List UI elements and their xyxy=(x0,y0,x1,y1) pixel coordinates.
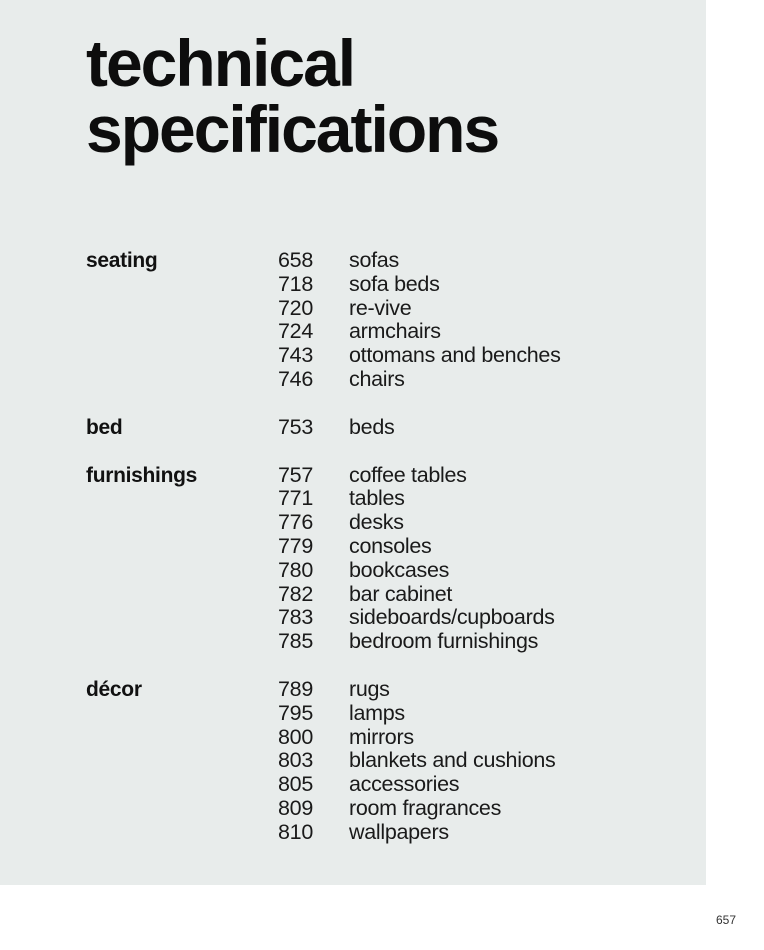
toc-entry-page: 782 xyxy=(278,581,313,606)
toc-entry-name: bar cabinet xyxy=(349,581,453,606)
toc-entry[interactable] xyxy=(278,535,555,559)
toc-section xyxy=(86,416,666,440)
toc-entry[interactable] xyxy=(278,821,555,845)
toc-entry[interactable] xyxy=(278,702,555,726)
toc-section xyxy=(86,464,666,654)
toc-entry-page: 757 xyxy=(278,462,313,487)
toc-entry-name: room fragrances xyxy=(349,795,502,820)
toc-entry[interactable] xyxy=(278,511,555,535)
toc-entry[interactable] xyxy=(278,630,555,654)
toc-entry[interactable] xyxy=(278,678,555,702)
toc-entry-page: 743 xyxy=(278,343,313,368)
toc-entry-page: 783 xyxy=(278,605,313,630)
toc-entry-name: bookcases xyxy=(349,557,450,582)
toc-entry-name: tables xyxy=(349,486,405,511)
toc-entry-name: rugs xyxy=(349,676,390,701)
toc-entry[interactable] xyxy=(278,368,561,392)
toc-entry-page: 771 xyxy=(278,486,313,511)
toc-entry-name: lamps xyxy=(349,700,405,725)
toc-category: furnishings xyxy=(86,463,198,487)
toc-entry-page: 718 xyxy=(278,271,313,296)
toc-entry-name: beds xyxy=(349,414,395,439)
toc-entry-page: 776 xyxy=(278,510,313,535)
toc-entry-name: sofa beds xyxy=(349,271,440,296)
toc-entry-page: 789 xyxy=(278,676,313,701)
page-title xyxy=(86,26,499,166)
page-number: 657 xyxy=(715,913,736,927)
toc-entry-name: ottomans and benches xyxy=(349,343,561,368)
toc-entry-name: wallpapers xyxy=(349,819,449,844)
toc-entry-name: re-vive xyxy=(349,295,412,320)
toc-entry-page: 800 xyxy=(278,724,313,749)
toc-entry[interactable] xyxy=(278,749,555,773)
table-of-contents xyxy=(86,249,666,869)
toc-entry[interactable] xyxy=(278,559,555,583)
toc-section xyxy=(86,249,666,392)
toc-entry[interactable] xyxy=(278,344,561,368)
toc-entry[interactable] xyxy=(278,464,555,488)
toc-entry-name: bedroom furnishings xyxy=(349,629,539,654)
toc-entry-page: 658 xyxy=(278,248,313,272)
toc-entry-page: 810 xyxy=(278,819,313,844)
toc-entry-name: armchairs xyxy=(349,319,441,344)
toc-entries xyxy=(278,416,394,440)
toc-entry-page: 753 xyxy=(278,414,313,439)
toc-entry[interactable] xyxy=(278,606,555,630)
toc-entry[interactable] xyxy=(278,773,555,797)
toc-entry-page: 780 xyxy=(278,557,313,582)
toc-category: seating xyxy=(86,249,158,272)
toc-entry-name: coffee tables xyxy=(349,462,467,487)
toc-section xyxy=(86,678,666,845)
toc-entry-name: sideboards/cupboards xyxy=(349,605,555,630)
page-title-line-1: technical xyxy=(86,26,355,100)
toc-category: bed xyxy=(86,415,123,439)
toc-entry[interactable] xyxy=(278,297,561,321)
toc-entry[interactable] xyxy=(278,320,561,344)
toc-entry-name: sofas xyxy=(349,248,399,272)
page-title-line-2: specifications xyxy=(86,92,499,166)
toc-entry-page: 746 xyxy=(278,366,313,391)
toc-entry-page: 805 xyxy=(278,772,313,797)
toc-entry-name: accessories xyxy=(349,772,460,797)
toc-entry-page: 724 xyxy=(278,319,313,344)
toc-entry[interactable] xyxy=(278,726,555,750)
toc-entry[interactable] xyxy=(278,583,555,607)
toc-entry[interactable] xyxy=(278,416,394,440)
toc-entry-page: 803 xyxy=(278,748,313,773)
toc-entries xyxy=(278,678,555,845)
toc-entries xyxy=(278,464,555,654)
toc-entry-page: 779 xyxy=(278,533,313,558)
toc-entry[interactable] xyxy=(278,797,555,821)
toc-entry-name: desks xyxy=(349,510,404,535)
toc-entry[interactable] xyxy=(278,273,561,297)
toc-entry-page: 809 xyxy=(278,795,313,820)
toc-entry[interactable] xyxy=(278,487,555,511)
toc-entry-name: consoles xyxy=(349,533,432,558)
toc-entry-page: 785 xyxy=(278,629,313,654)
toc-entry-page: 795 xyxy=(278,700,313,725)
toc-entry-name: chairs xyxy=(349,366,405,391)
toc-entry[interactable] xyxy=(278,249,561,273)
toc-entries xyxy=(278,249,561,392)
toc-category: décor xyxy=(86,677,142,701)
toc-entry-name: blankets and cushions xyxy=(349,748,556,773)
toc-entry-page: 720 xyxy=(278,295,313,320)
toc-entry-name: mirrors xyxy=(349,724,414,749)
